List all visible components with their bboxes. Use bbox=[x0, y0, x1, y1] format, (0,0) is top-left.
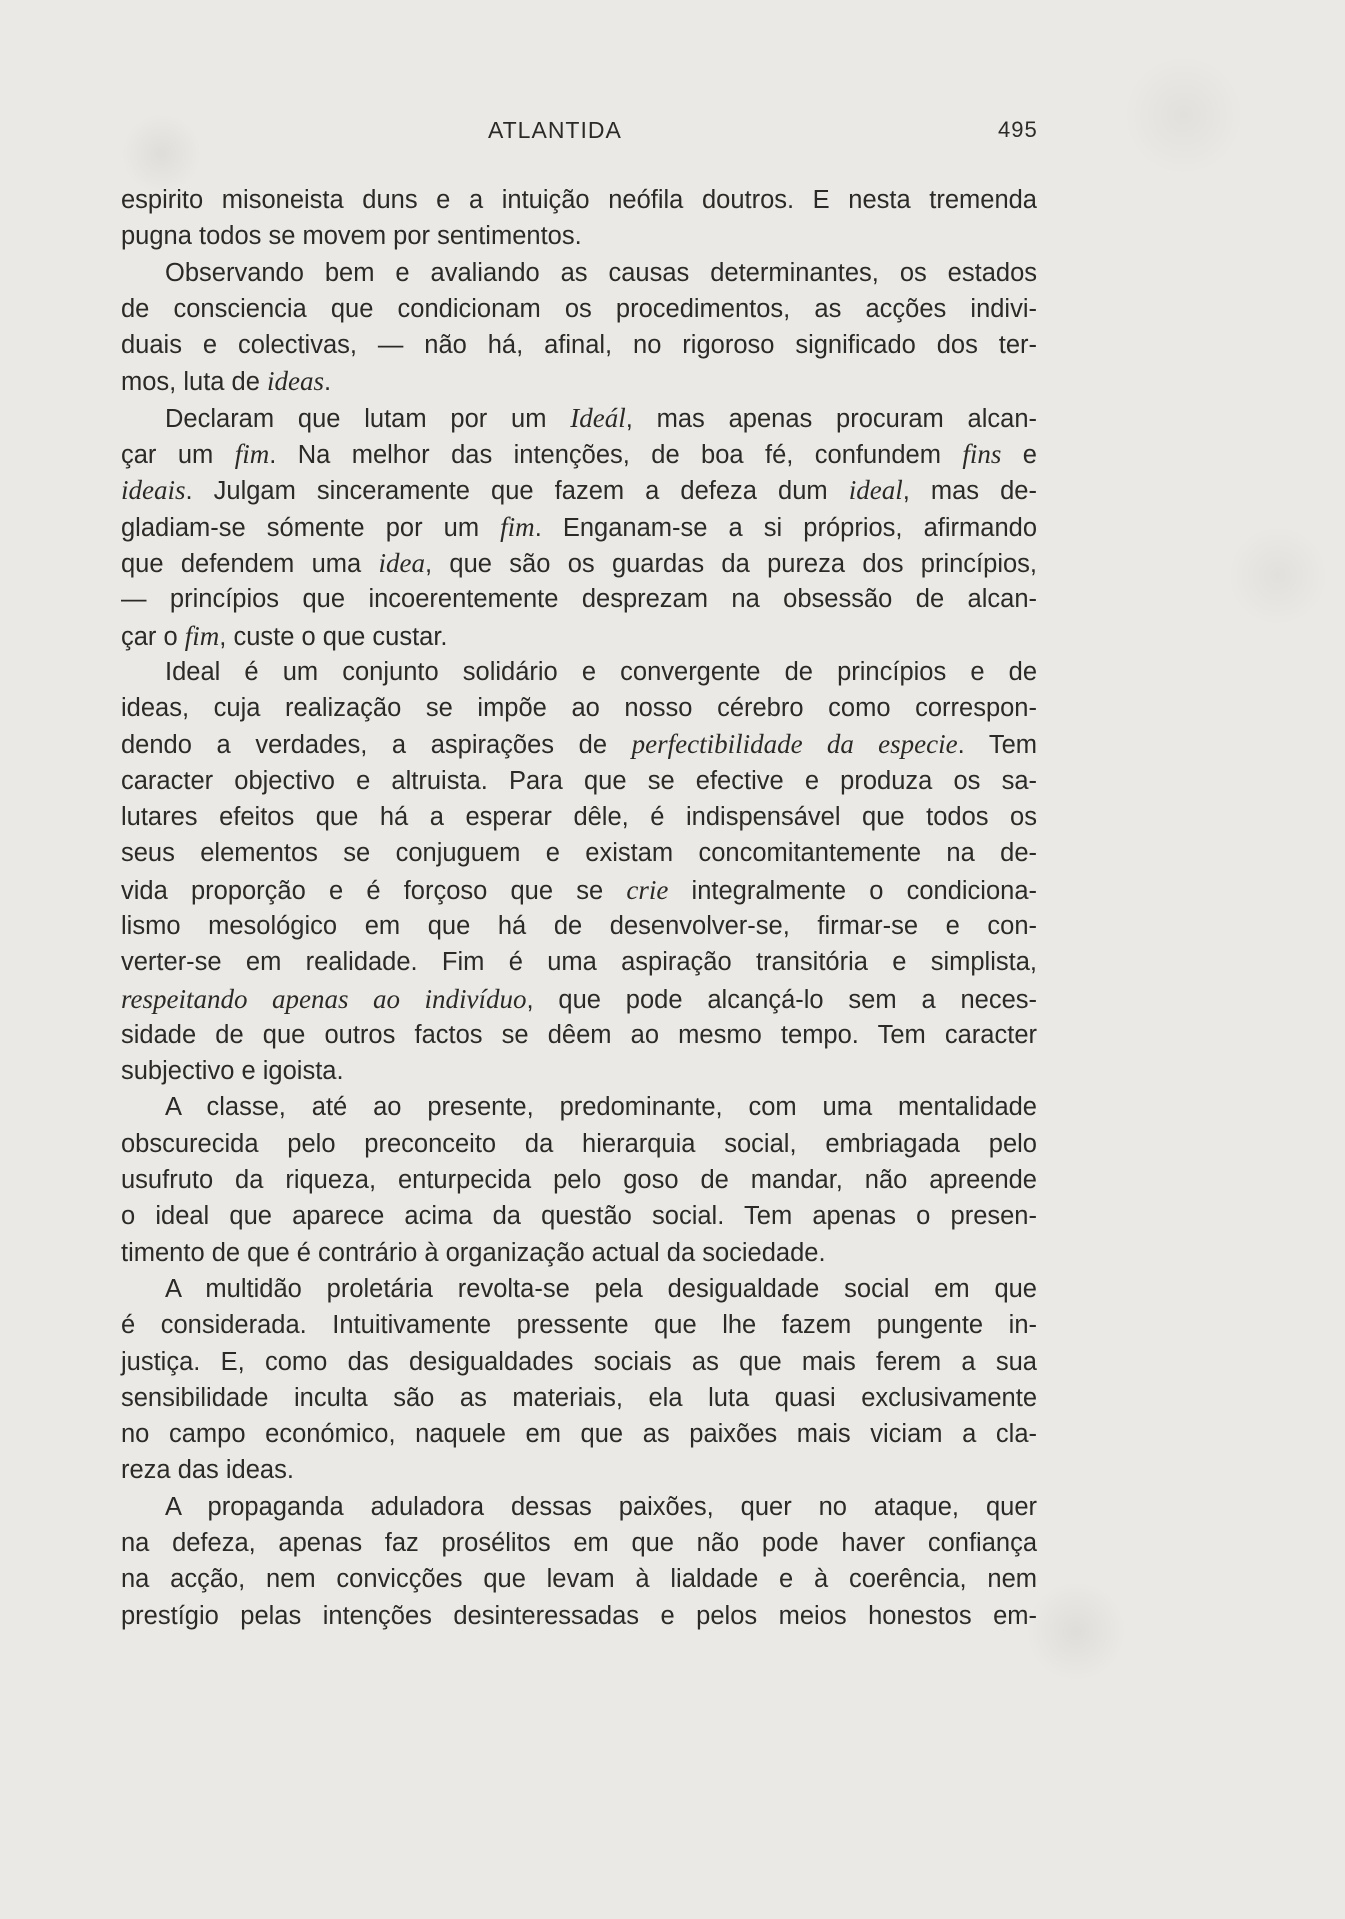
text-line: pugna todos se movem por sentimentos. bbox=[121, 222, 582, 251]
text-line: sidade de que outros factos se dêem ao mesmo tempo. Tem caracter bbox=[121, 1020, 1037, 1049]
text-line: é considerada. Intuitivamente pressente que lhe fazem pungente in- bbox=[121, 1311, 1037, 1340]
text-line: caracter objectivo e altruista. Para que se efective e produza os sa- bbox=[121, 766, 1037, 795]
text-line: sensibilidade inculta são as materiais, ela luta quasi exclusivamente bbox=[121, 1383, 1037, 1412]
text-line: usufruto da riqueza, enturpecida pelo goso de mandar, não apreende bbox=[121, 1166, 1037, 1195]
text-line: A propaganda aduladora dessas paixões, quer no ataque, quer bbox=[165, 1492, 1037, 1521]
text-line: dendo a verdades, a aspirações de perfectibilidade da especie. Tem bbox=[121, 729, 1037, 760]
text-line: respeitando apenas ao indivíduo, que pode alcançá-lo sem a neces- bbox=[121, 983, 1037, 1014]
text-line: çar o fim, custe o que custar. bbox=[121, 620, 448, 651]
text-line: espirito misoneista duns e a intuição neófila doutros. E nesta tremenda bbox=[121, 186, 1037, 214]
text-line: reza das ideas. bbox=[121, 1456, 294, 1485]
text-line: que defendem uma idea, que são os guardas da pureza dos princípios, bbox=[121, 547, 1038, 578]
text-line: subjectivo e igoista. bbox=[121, 1057, 344, 1086]
text-line: — princípios que incoerentemente desprezam na obsessão de alcan- bbox=[121, 585, 1037, 614]
body-text bbox=[121, 182, 1037, 1634]
text-line: de consciencia que condicionam os procedimentos, as acções indivi- bbox=[121, 294, 1037, 323]
text-line: timento de que é contrário à organização actual da sociedade. bbox=[121, 1238, 826, 1267]
page-number: 495 bbox=[998, 117, 1038, 142]
text-line: ideais. Julgam sinceramente que fazem a defeza dum ideal, mas de- bbox=[121, 475, 1037, 506]
text-line: o ideal que aparece acima da questão social. Tem apenas o presen- bbox=[121, 1202, 1037, 1231]
text-line: no campo económico, naquele em que as paixões mais viciam a cla- bbox=[121, 1420, 1037, 1449]
text-line: A multidão proletária revolta-se pela desigualdade social em que bbox=[165, 1274, 1037, 1303]
text-line: verter-se em realidade. Fim é uma aspiração transitória e simplista, bbox=[121, 948, 1037, 977]
text-line: obscurecida pelo preconceito da hierarquia social, embriagada pelo bbox=[121, 1129, 1037, 1158]
text-line: prestígio pelas intenções desinteressadas e pelos meios honestos em- bbox=[121, 1601, 1037, 1630]
text-line: Ideal é um conjunto solidário e convergente de princípios e de bbox=[165, 657, 1037, 686]
text-line: A classe, até ao presente, predominante, com uma mentalidade bbox=[165, 1093, 1037, 1122]
text-line: na defeza, apenas faz prosélitos em que não pode haver confiança bbox=[121, 1528, 1037, 1557]
text-line: gladiam-se sómente por um fim. Enganam-se a si próprios, afirmando bbox=[121, 511, 1037, 542]
running-title: ATLANTIDA bbox=[488, 117, 622, 143]
text-line: duais e colectivas, — não há, afinal, no rigoroso significado dos ter- bbox=[121, 331, 1037, 360]
text-line: justiça. E, como das desigualdades sociais as que mais ferem a sua bbox=[121, 1347, 1037, 1376]
text-line: vida proporção e é forçoso que se crie integralmente o condiciona- bbox=[121, 874, 1037, 905]
running-head bbox=[0, 117, 1345, 147]
text-line: çar um fim. Na melhor das intenções, de boa fé, confundem fins e bbox=[121, 439, 1037, 470]
text-line: Observando bem e avaliando as causas determinantes, os estados bbox=[165, 258, 1037, 287]
text-line: lutares efeitos que há a esperar dêle, é indispensável que todos os bbox=[121, 803, 1037, 832]
text-line: mos, luta de ideas. bbox=[121, 366, 332, 397]
text-line: na acção, nem convicções que levam à lialdade e à coerência, nem bbox=[121, 1565, 1037, 1594]
text-line: ideas, cuja realização se impõe ao nosso cérebro como correspon- bbox=[121, 694, 1037, 723]
text-line: seus elementos se conjuguem e existam concomitantemente na de- bbox=[121, 839, 1037, 868]
text-line: Declaram que lutam por um Ideál, mas apenas procuram alcan- bbox=[165, 402, 1037, 433]
text-line: lismo mesológico em que há de desenvolver-se, firmar-se e con- bbox=[121, 911, 1037, 940]
